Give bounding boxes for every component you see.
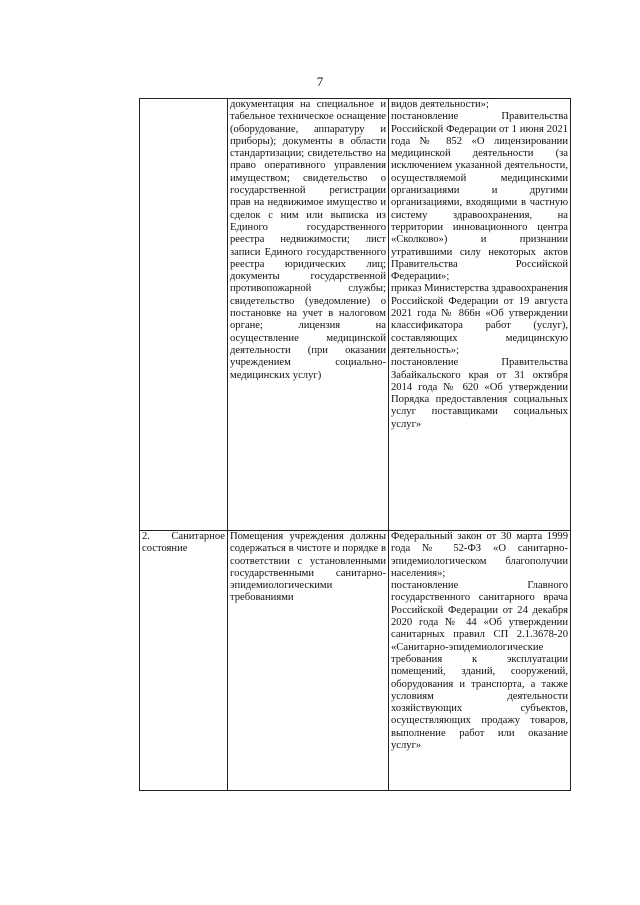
- requirements-cell: [228, 99, 389, 531]
- table-row: [140, 99, 571, 531]
- legal-basis-cell: [389, 99, 571, 531]
- legal-basis-item: постановление Правительства Российской Федерации от 1 июня 2021 года № 852 «О лицензировании медицинской деятельности (за исключением указанной деятельности, осуществляемой медицинскими организациями и другими организациями, входящими в частную систему здравоохранения, на территории инновационного центра «Сколково») и признании утратившими силу некоторых актов Правительства Российской Федерации»;: [391, 111, 568, 283]
- requirements-cell: [228, 531, 389, 791]
- legal-basis-item: постановление Главного государственного санитарного врача Российской Федерации от 24 декабря 2020 года № 44 «Об утверждении санитарных правил СП 2.1.3678-20 «Санитарно-эпидемиологические требования к эксплуатации помещений, зданий, сооружений, оборудования и транспорта, а также условиям деятельности хозяйствующих субъектов, осуществляющих продажу товаров, выполнение работ или оказание услуг»: [391, 580, 568, 752]
- legal-basis-item: приказ Министерства здравоохранения Российской Федерации от 19 августа 2021 года № 866н «Об утверждении классификатора работ (услуг), составляющих медицинскую деятельность»;: [391, 283, 568, 356]
- legal-basis-item: постановление Правительства Забайкальского края от 31 октября 2014 года № 620 «Об утверждении Порядка предоставления социальных услуг поставщиками социальных услуг»: [391, 357, 568, 430]
- section-label: 2. Санитарное состояние: [142, 531, 225, 555]
- legal-basis-cell: [389, 531, 571, 791]
- requirements-text: Помещения учреждения должны содержаться в чистоте и порядке в соответствии с установленными государственными санитарно-эпидемиологическими требованиями: [230, 531, 386, 604]
- legal-basis-item: Федеральный закон от 30 марта 1999 года № 52-ФЗ «О санитарно-эпидемиологическом благополучии населения»;: [391, 531, 568, 579]
- table-row: [140, 531, 571, 791]
- requirements-text: документация на специальное и табельное техническое оснащение (оборудование, аппаратуру и приборы); документы в области стандартизации; свидетельство на право оперативного управления имуществом; свидетельство о государственной регистрации прав на недвижимое имущество и сделок с ним или выписка из Единого государственного реестра недвижимости; лист записи Единого государственного реестра юридических лиц; документы государственной противопожарной службы; свидетельство (уведомление) о постановке на учет в налоговом органе; лицензия на осуществление медицинской деятельности (при оказании учреждением социально-медицинских услуг): [230, 99, 386, 381]
- page-number: 7: [316, 74, 324, 89]
- section-cell: [140, 99, 228, 531]
- legal-basis-item: видов деятельности»;: [391, 99, 489, 110]
- requirements-table: [139, 98, 571, 791]
- section-cell: [140, 531, 228, 791]
